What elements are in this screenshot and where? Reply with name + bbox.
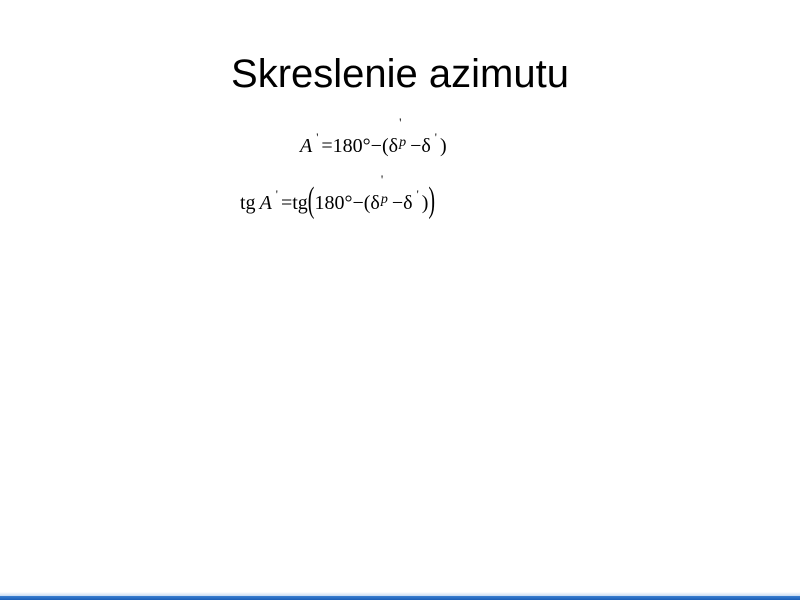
formula-2-delta-prime: ' bbox=[416, 187, 419, 201]
formula-1-angle: 180 bbox=[332, 135, 363, 157]
formula-1-prime-a: ' bbox=[316, 130, 319, 144]
bottom-accent-rule bbox=[0, 596, 800, 600]
formula-1-delta: δ bbox=[421, 135, 431, 157]
formula-1-degree: ° bbox=[362, 135, 371, 157]
formula-2-delta: δ bbox=[403, 192, 413, 214]
formula-1-subscript-p: p bbox=[399, 135, 407, 150]
formula-2-prime-a: ' bbox=[275, 187, 278, 201]
formula-2-minus-inner: − bbox=[391, 192, 404, 214]
formula-2-open-paren: ( bbox=[363, 192, 371, 214]
formula-2-subscript-p: p bbox=[380, 192, 388, 207]
formula-2-minus: − bbox=[352, 192, 364, 214]
formula-1-minus: − bbox=[370, 135, 382, 157]
formula-2-symbol-a: A bbox=[259, 192, 272, 214]
formula-2-tg-rhs: tg bbox=[292, 192, 308, 214]
formula-2-delta-p-scripts bbox=[380, 172, 392, 209]
formula-2-close-paren: ) bbox=[421, 192, 429, 214]
formula-2-delta-p-prime: ' bbox=[380, 172, 384, 187]
formula-2-equals: = bbox=[280, 192, 293, 214]
formula-2-outer-close-paren: ) bbox=[428, 180, 436, 221]
formula-1-delta-p-scripts bbox=[398, 115, 410, 152]
formula-2-angle: 180 bbox=[314, 192, 345, 214]
formula-2-outer-open-paren: ( bbox=[307, 180, 315, 221]
formula-1-minus-inner: − bbox=[410, 135, 422, 157]
formula-1-delta-prime: ' bbox=[434, 130, 437, 144]
slide-title: Skreslenie azimutu bbox=[231, 52, 569, 96]
formula-2-degree: ° bbox=[344, 192, 353, 214]
formula-1-symbol-a: A bbox=[300, 135, 313, 157]
formula-tangent bbox=[240, 172, 436, 223]
formula-1-open-paren: ( bbox=[381, 135, 389, 157]
formula-1-equals: = bbox=[321, 135, 333, 157]
formula-1-delta-p-prime: ' bbox=[399, 115, 402, 130]
formula-azimuth bbox=[300, 115, 447, 166]
formula-1-delta-p: δ bbox=[388, 135, 399, 157]
formula-1-close-paren: ) bbox=[439, 135, 447, 157]
formula-2-delta-p: δ bbox=[370, 192, 380, 214]
formula-2-tg-lhs: tg bbox=[240, 192, 256, 214]
